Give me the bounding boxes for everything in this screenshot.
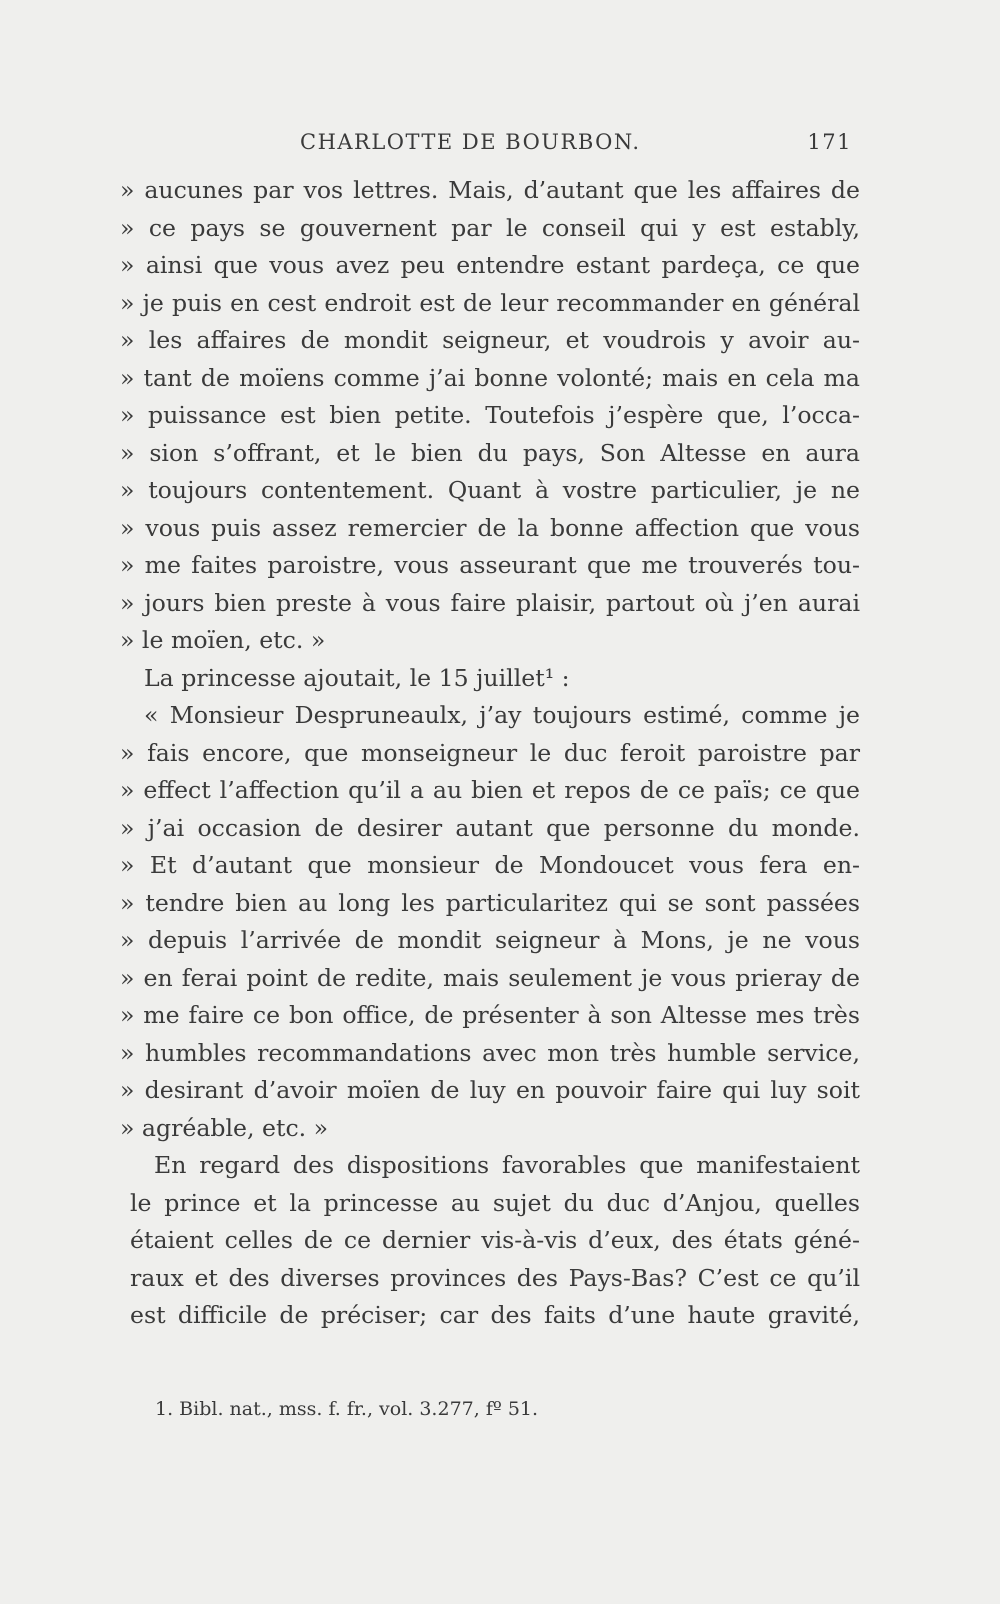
text-line: » je puis en cest endroit est de leur recommander en général (120, 288, 860, 317)
text-line: » agréable, etc. » (120, 1113, 329, 1142)
text-line: » jours bien preste à vous faire plaisir, partout où j’en aurai (120, 588, 860, 617)
running-title: CHARLOTTE DE BOURBON. (300, 130, 641, 154)
text-line: » effect l’affection qu’il a au bien et repos de ce païs; ce que (120, 776, 860, 804)
running-header (300, 130, 852, 164)
text-line: » ainsi que vous avez peu entendre estant pardeça, ce que (120, 251, 860, 279)
text-line: » tendre bien au long les particularitez qui se sont passées (120, 888, 860, 917)
text-line: étaient celles de ce dernier vis-à-vis d’eux, des états géné- (130, 1226, 860, 1254)
text-line: » me faites paroistre, vous asseurant que me trouverés tou- (120, 551, 860, 579)
text-line: » depuis l’arrivée de mondit seigneur à Mons, je ne vous (120, 926, 860, 954)
text-line: La princesse ajoutait, le 15 juillet¹ : (144, 663, 570, 692)
text-line: « Monsieur Despruneaulx, j’ay toujours estimé, comme je (144, 701, 860, 729)
text-line: » me faire ce bon office, de présenter à son Altesse mes très (120, 1001, 860, 1029)
text-line: » en ferai point de redite, mais seulement je vous prieray de (120, 963, 860, 992)
text-line: » le moïen, etc. » (120, 626, 326, 654)
text-line: » fais encore, que monseigneur le duc feroit paroistre par (120, 738, 860, 767)
text-line: raux et des diverses provinces des Pays-Bas? C’est ce qu’il (130, 1263, 860, 1292)
page-number: 171 (807, 130, 852, 154)
text-line: » j’ai occasion de desirer autant que personne du monde. (120, 813, 860, 842)
text-line: » vous puis assez remercier de la bonne affection que vous (120, 513, 860, 542)
text-line: le prince et la princesse au sujet du duc d’Anjou, quelles (130, 1188, 860, 1217)
text-line: » tant de moïens comme j’ai bonne volonté; mais en cela ma (120, 363, 860, 392)
text-line: » desirant d’avoir moïen de luy en pouvoir faire qui luy soit (120, 1076, 860, 1104)
text-line: » humbles recommandations avec mon très humble service, (120, 1038, 860, 1067)
text-line: » les affaires de mondit seigneur, et voudrois y avoir au- (120, 326, 860, 354)
text-line: » ce pays se gouvernent par le conseil qui y est estably, (120, 213, 860, 242)
text-line: » aucunes par vos lettres. Mais, d’autant que les affaires de (120, 176, 860, 204)
text-line: est difficile de préciser; car des faits d’une haute gravité, (130, 1301, 860, 1329)
text-line: » sion s’offrant, et le bien du pays, Son Altesse en aura (120, 438, 860, 467)
text-line: » toujours contentement. Quant à vostre particulier, je ne (120, 476, 860, 504)
text-line: » Et d’autant que monsieur de Mondoucet vous fera en- (120, 851, 860, 879)
text-line: » puissance est bien petite. Toutefois j’espère que, l’occa- (120, 401, 860, 429)
footnote: 1. Bibl. nat., mss. f. fr., vol. 3.277, fº 51. (155, 1398, 539, 1420)
text-line: En regard des dispositions favorables que manifestaient (154, 1151, 860, 1179)
body-text (120, 172, 860, 1335)
